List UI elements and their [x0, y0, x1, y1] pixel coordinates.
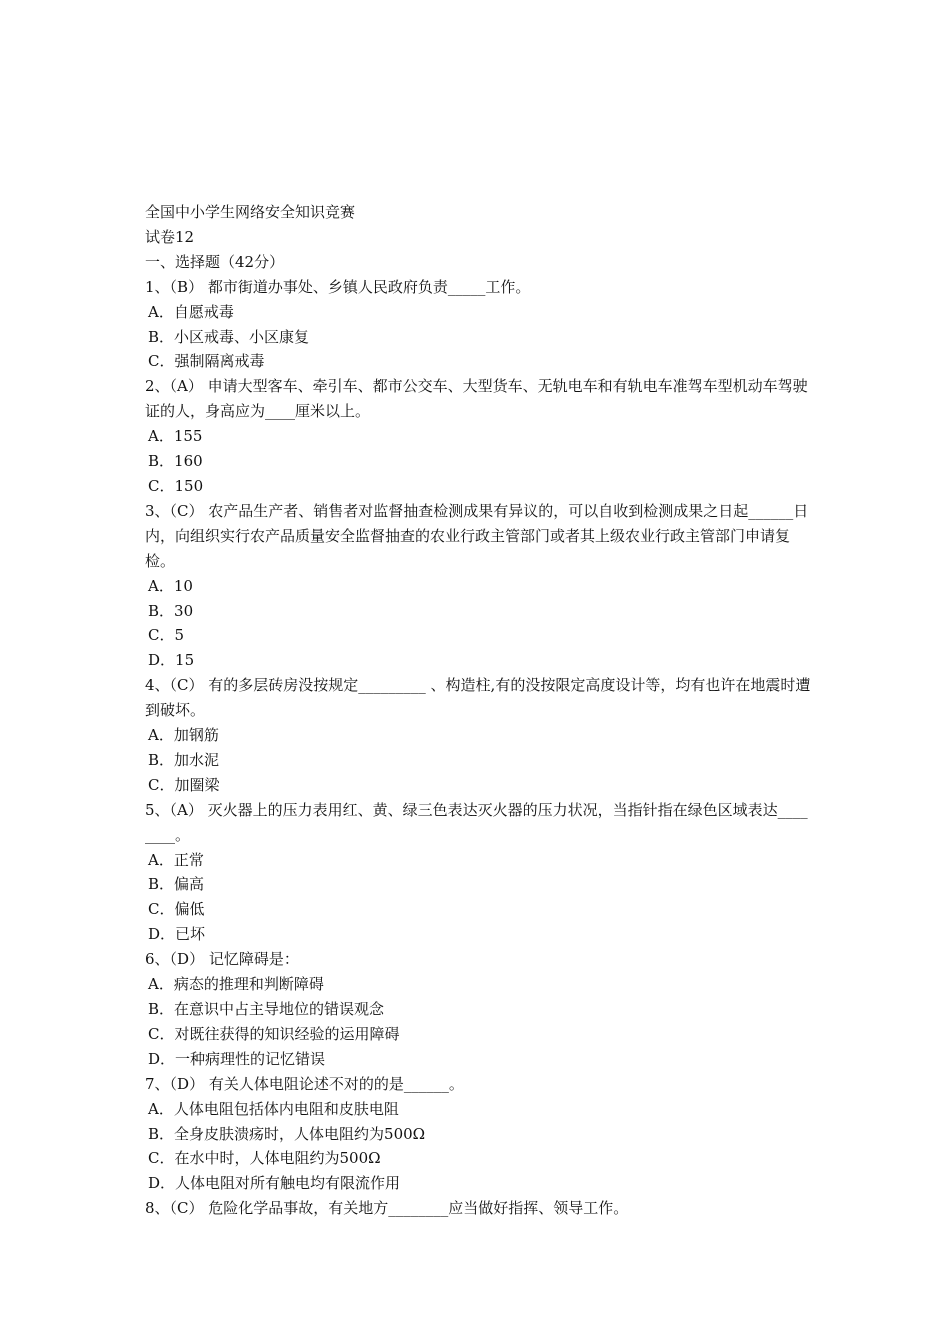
question-1-option-c: C．强制隔离戒毒 — [148, 352, 265, 371]
question-5-option-c: C．偏低 — [148, 900, 205, 919]
paper-number: 试卷12 — [145, 227, 195, 246]
question-7-option-d: D．人体电阻对所有触电均有限流作用 — [148, 1174, 401, 1193]
question-3-option-b: B．30 — [148, 601, 194, 620]
question-8-stem: 8、（C） 危险化学品事故，有关地方________应当做好指挥、领导工作。 — [145, 1199, 629, 1218]
question-6-option-b: B．在意识中占主导地位的错误观念 — [148, 1000, 385, 1018]
question-3-stem: 3、（C） 农产品生产者、销售者对监督抽查检测成果有异议的，可以自收到检测成果之日起______日内，向组织实行农产品质量安全监督抽查的农业行政主管部门或者其上级农业行政主管部门申请复检。 — [145, 501, 809, 570]
question-5-option-b: B．偏高 — [148, 875, 205, 894]
question-7-option-b: B．全身皮肤溃疡时，人体电阻约为500Ω — [148, 1124, 426, 1143]
question-2-option-c: C．150 — [148, 476, 204, 495]
question-6-option-d: D．一种病理性的记忆错误 — [148, 1049, 326, 1068]
document-title: 全国中小学生网络安全知识竞赛 — [145, 203, 356, 221]
question-1-option-b: B．小区戒毒、小区康复 — [148, 327, 310, 346]
question-4-option-a: A．加钢筋 — [148, 726, 219, 745]
question-1-option-a: A．自愿戒毒 — [148, 302, 234, 321]
question-7-option-c: C．在水中时，人体电阻约为500Ω — [148, 1149, 381, 1168]
question-6-option-a: A．病态的推理和判断障碍 — [148, 975, 324, 994]
document-body — [145, 200, 815, 1221]
question-7-option-a: A．人体电阻包括体内电阻和皮肤电阻 — [148, 1099, 399, 1118]
question-5-option-a: A．正常 — [148, 850, 204, 869]
question-4-option-b: B．加水泥 — [148, 750, 220, 769]
question-4-option-c: C．加圈梁 — [148, 775, 220, 794]
question-1-stem: 1、（B） 都市街道办事处、乡镇人民政府负责_____工作。 — [145, 277, 531, 296]
question-3-option-d: D．15 — [148, 651, 195, 670]
question-3-option-c: C．5 — [148, 626, 185, 645]
question-4-stem: 4、（C） 有的多层砖房没按规定_________ 、构造柱,有的没按限定高度设计等，均有也许在地震时遭到破坏。 — [145, 676, 811, 720]
question-2-option-a: A．155 — [148, 427, 203, 446]
question-5-stem: 5、（A） 灭火器上的压力表用红、黄、绿三色表达灭火器的压力状况，当指针指在绿色区域表达________。 — [145, 800, 808, 844]
question-5-option-d: D．已坏 — [148, 925, 206, 944]
question-3-option-a: A．10 — [148, 576, 193, 595]
question-6-stem: 6、（D） 记忆障碍是： — [145, 950, 299, 969]
question-2-stem: 2、（A） 申请大型客车、牵引车、都市公交车、大型货车、无轨电车和有轨电车准驾车型机动车驾驶证的人，身高应为____厘米以上。 — [145, 377, 808, 421]
question-2-option-b: B．160 — [148, 452, 203, 471]
question-7-stem: 7、（D） 有关人体电阻论述不对的的是______。 — [145, 1074, 464, 1093]
question-6-option-c: C．对既往获得的知识经验的运用障碍 — [148, 1024, 400, 1043]
section-heading: 一、选择题（42分） — [145, 252, 285, 271]
